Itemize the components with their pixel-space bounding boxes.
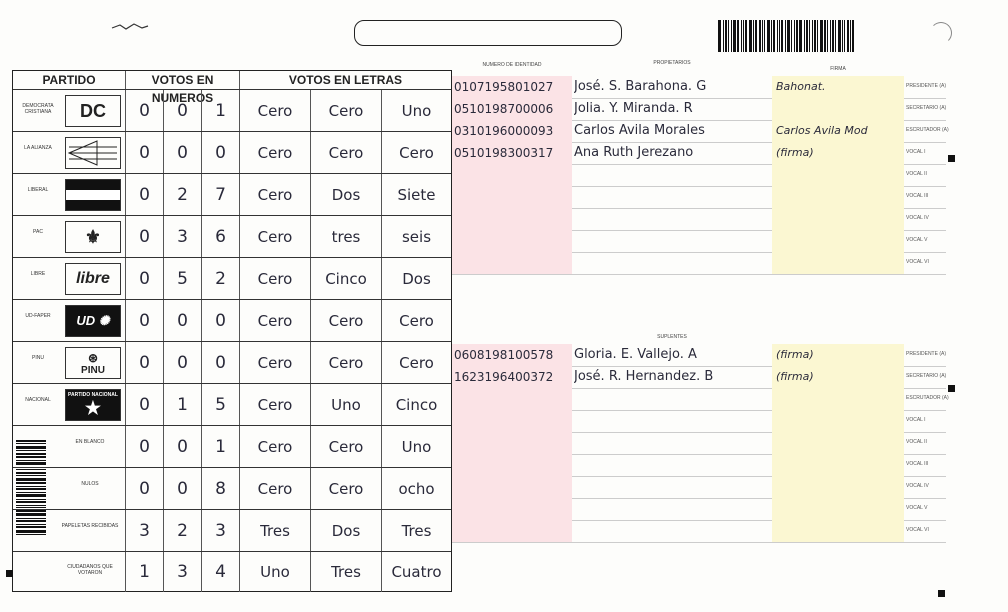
member-role: SECRETARIO (A) <box>906 105 947 111</box>
vote-digit: 2 <box>163 174 201 216</box>
party-name: NACIONAL <box>25 397 51 403</box>
member-row <box>452 230 946 253</box>
members-form <box>452 60 949 600</box>
vote-digit: 0 <box>201 342 239 384</box>
party-name: LA ALIANZA <box>24 145 52 151</box>
member-role: PRESIDENTE (A) <box>906 83 947 89</box>
member-name <box>574 454 770 476</box>
party-cell <box>13 510 125 552</box>
member-name <box>574 432 770 454</box>
vote-digit: 0 <box>125 90 163 132</box>
party-name: EN BLANCO <box>75 439 105 445</box>
vote-word: Cero <box>381 342 451 384</box>
vote-digit: 0 <box>125 258 163 300</box>
vote-digit: 6 <box>201 216 239 258</box>
table-row <box>13 383 451 426</box>
member-role: VOCAL IV <box>906 483 929 489</box>
party-name: PINU <box>32 355 44 361</box>
suplentes-label: SUPLENTES <box>657 334 687 340</box>
member-name: Gloria. E. Vallejo. A <box>574 347 697 362</box>
party-cell <box>13 468 125 510</box>
party-cell <box>13 384 125 426</box>
member-role: VOCAL V <box>906 505 928 511</box>
member-signature: (firma) <box>772 366 904 388</box>
party-logo: UD ✺ <box>65 305 121 337</box>
party-cell <box>13 342 125 384</box>
member-name <box>574 164 770 186</box>
member-id: 1623196400372 <box>452 366 572 388</box>
party-name: LIBRE <box>30 271 46 277</box>
party-name: CIUDADANOS QUE VOTARON <box>67 564 113 576</box>
member-name: José. S. Barahona. G <box>574 79 707 94</box>
member-id <box>452 164 572 186</box>
member-signature <box>772 388 904 410</box>
member-row <box>452 344 946 367</box>
vote-word: Uno <box>381 90 451 132</box>
member-row <box>452 476 946 499</box>
vote-word: Cero <box>239 132 310 174</box>
votes-table <box>12 70 452 592</box>
vote-word: Cero <box>381 300 451 342</box>
vote-word: Cero <box>239 426 310 468</box>
vote-digit: 0 <box>163 342 201 384</box>
vote-word: Cero <box>239 174 310 216</box>
member-row <box>452 186 946 209</box>
party-cell <box>13 174 125 216</box>
member-role: VOCAL III <box>906 461 929 467</box>
header-votos-numeros: VOTOS EN NUMEROS <box>125 71 239 89</box>
member-name <box>574 388 770 410</box>
member-row <box>452 252 946 275</box>
party-name: UD-FAPER <box>25 313 51 319</box>
member-row <box>452 366 946 389</box>
member-name: Carlos Avila Morales <box>574 123 705 138</box>
vote-word: Tres <box>310 552 381 592</box>
member-signature <box>772 410 904 432</box>
member-role: VOCAL VI <box>906 527 929 533</box>
vote-word: Cero <box>239 216 310 258</box>
member-row <box>452 432 946 455</box>
member-name <box>574 476 770 498</box>
party-logo <box>65 179 121 211</box>
table-row <box>13 509 451 552</box>
corner-mark <box>930 22 952 44</box>
member-row <box>452 76 946 99</box>
member-id <box>452 520 572 542</box>
member-name: Ana Ruth Jerezano <box>574 145 694 160</box>
vote-digit: 3 <box>163 552 201 592</box>
vote-digit: 0 <box>125 174 163 216</box>
vote-digit: 1 <box>201 426 239 468</box>
member-signature <box>772 164 904 186</box>
member-role: VOCAL I <box>906 149 926 155</box>
vote-word: ocho <box>381 468 451 510</box>
member-id <box>452 498 572 520</box>
header-partido: PARTIDO <box>42 73 96 87</box>
vote-word: Cinco <box>310 258 381 300</box>
member-signature: Bahonat. <box>772 76 904 98</box>
member-id: 0107195801027 <box>452 76 572 98</box>
party-logo <box>65 137 121 169</box>
party-cell <box>13 552 125 592</box>
member-row <box>452 120 949 143</box>
member-row <box>452 208 946 231</box>
vote-digit: 1 <box>163 384 201 426</box>
party-logo: PARTIDO NACIONAL ★ <box>65 389 121 421</box>
member-id <box>452 410 572 432</box>
party-cell <box>13 258 125 300</box>
member-role: ESCRUTADOR (A) <box>906 127 949 133</box>
member-row <box>452 388 949 411</box>
table-header <box>13 71 451 105</box>
vote-word: Cero <box>310 90 381 132</box>
table-row <box>13 425 451 468</box>
barcode-image <box>718 20 878 60</box>
vote-word: Tres <box>239 510 310 552</box>
member-name <box>574 410 770 432</box>
vote-digit: 5 <box>201 384 239 426</box>
member-row <box>452 410 946 433</box>
member-role: VOCAL I <box>906 417 926 423</box>
party-cell <box>13 132 125 174</box>
member-signature <box>772 252 904 274</box>
vote-word: Dos <box>310 510 381 552</box>
vote-digit: 1 <box>201 90 239 132</box>
member-id: 0510198700006 <box>452 98 572 120</box>
vote-digit: 0 <box>125 426 163 468</box>
registration-mark <box>6 570 13 577</box>
member-signature <box>772 520 904 542</box>
party-cell <box>13 300 125 342</box>
vote-digit: 1 <box>125 552 163 592</box>
member-row <box>452 142 946 165</box>
member-role: VOCAL III <box>906 193 929 199</box>
vote-word: Dos <box>381 258 451 300</box>
member-id <box>452 252 572 274</box>
vote-digit: 0 <box>163 426 201 468</box>
member-id <box>452 454 572 476</box>
member-signature <box>772 208 904 230</box>
table-row <box>13 173 451 216</box>
member-name <box>574 252 770 274</box>
header-firma: FIRMA <box>830 66 846 72</box>
table-row <box>13 89 451 132</box>
member-role: VOCAL VI <box>906 259 929 265</box>
member-id: 0608198100578 <box>452 344 572 366</box>
vote-digit: 3 <box>201 510 239 552</box>
member-row <box>452 454 946 477</box>
vote-word: Cuatro <box>381 552 451 592</box>
party-name: LIBERAL <box>27 187 49 193</box>
vote-digit: 0 <box>163 90 201 132</box>
member-name <box>574 186 770 208</box>
vote-word: Cero <box>310 468 381 510</box>
vote-word: Tres <box>381 510 451 552</box>
vote-digit: 0 <box>125 342 163 384</box>
vote-digit: 8 <box>201 468 239 510</box>
header-propietarios: PROPIETARIOS <box>653 60 691 66</box>
table-row <box>13 299 451 342</box>
member-name <box>574 230 770 252</box>
member-name: José. R. Hernandez. B <box>574 369 714 384</box>
member-row <box>452 98 946 121</box>
header-identidad: NUMERO DE IDENTIDAD <box>482 62 542 68</box>
vote-word: tres <box>310 216 381 258</box>
vote-digit: 0 <box>125 300 163 342</box>
vote-digit: 0 <box>125 384 163 426</box>
member-signature <box>772 186 904 208</box>
table-row <box>13 257 451 300</box>
table-row <box>13 467 451 510</box>
table-row <box>13 341 451 384</box>
vote-word: Cero <box>310 426 381 468</box>
member-name <box>574 520 770 542</box>
party-logo: DC <box>65 95 121 127</box>
vote-digit: 0 <box>163 132 201 174</box>
member-id: 0310196000093 <box>452 120 572 142</box>
member-signature <box>772 476 904 498</box>
member-row <box>452 520 946 543</box>
page-title <box>354 20 622 46</box>
member-role: PRESIDENTE (A) <box>906 351 947 357</box>
vote-word: Uno <box>310 384 381 426</box>
vote-word: Cero <box>239 90 310 132</box>
vote-digit: 0 <box>201 132 239 174</box>
member-id: 0510198300317 <box>452 142 572 164</box>
member-id <box>452 186 572 208</box>
vote-word: Uno <box>239 552 310 592</box>
member-role: VOCAL II <box>906 439 927 445</box>
member-role: VOCAL V <box>906 237 928 243</box>
registration-mark <box>938 590 945 597</box>
member-role: VOCAL II <box>906 171 927 177</box>
member-id <box>452 208 572 230</box>
member-role: ESCRUTADOR (A) <box>906 395 949 401</box>
vote-digit: 5 <box>163 258 201 300</box>
vote-word: Cero <box>310 342 381 384</box>
vote-digit: 0 <box>125 132 163 174</box>
member-role: VOCAL IV <box>906 215 929 221</box>
table-row <box>13 215 451 258</box>
vote-word: Cero <box>239 342 310 384</box>
member-signature: (firma) <box>772 344 904 366</box>
table-row <box>13 551 451 592</box>
vote-word: Siete <box>381 174 451 216</box>
vote-word: Cero <box>239 300 310 342</box>
member-id <box>452 388 572 410</box>
party-cell <box>13 426 125 468</box>
vote-digit: 0 <box>201 300 239 342</box>
vote-digit: 2 <box>163 510 201 552</box>
party-name: NULOS <box>81 481 99 487</box>
member-signature <box>772 98 904 120</box>
member-id <box>452 230 572 252</box>
header-votos-letras: VOTOS EN LETRAS <box>239 71 451 89</box>
member-signature <box>772 498 904 520</box>
member-row <box>452 498 946 521</box>
party-logo: ⊛ PINU <box>65 347 121 379</box>
party-logo: ⚜ <box>65 221 121 253</box>
vote-digit: 0 <box>163 468 201 510</box>
member-signature: Carlos Avila Mod <box>772 120 904 142</box>
party-name: PAPELETAS RECIBIDAS <box>61 523 119 529</box>
vote-word: Cero <box>239 258 310 300</box>
member-id <box>452 476 572 498</box>
vote-digit: 3 <box>163 216 201 258</box>
member-role: SECRETARIO (A) <box>906 373 947 379</box>
vote-digit: 0 <box>125 468 163 510</box>
table-row <box>13 131 451 174</box>
party-cell <box>13 216 125 258</box>
member-signature <box>772 454 904 476</box>
party-logo: libre <box>65 263 121 295</box>
vote-word: Cero <box>310 132 381 174</box>
vote-word: Uno <box>381 426 451 468</box>
vote-word: Cero <box>239 384 310 426</box>
party-cell <box>13 90 125 132</box>
vote-digit: 2 <box>201 258 239 300</box>
vote-word: Cero <box>239 468 310 510</box>
vote-word: Dos <box>310 174 381 216</box>
vote-word: Cero <box>381 132 451 174</box>
vote-word: Cinco <box>381 384 451 426</box>
party-name: PAC <box>33 229 43 235</box>
member-signature <box>772 432 904 454</box>
member-signature <box>772 230 904 252</box>
registration-mark <box>948 155 955 162</box>
registration-mark <box>948 385 955 392</box>
vote-word: Cero <box>310 300 381 342</box>
member-id <box>452 432 572 454</box>
member-row <box>452 164 946 187</box>
vote-word: seis <box>381 216 451 258</box>
handwritten-scribble <box>110 22 150 32</box>
member-signature: (firma) <box>772 142 904 164</box>
vote-digit: 4 <box>201 552 239 592</box>
vote-digit: 0 <box>163 300 201 342</box>
party-name: DEMOCRATA CRISTIANA <box>22 103 54 115</box>
vote-digit: 7 <box>201 174 239 216</box>
vote-digit: 3 <box>125 510 163 552</box>
member-name <box>574 498 770 520</box>
member-name: Jolia. Y. Miranda. R <box>574 101 693 116</box>
member-name <box>574 208 770 230</box>
vote-digit: 0 <box>125 216 163 258</box>
